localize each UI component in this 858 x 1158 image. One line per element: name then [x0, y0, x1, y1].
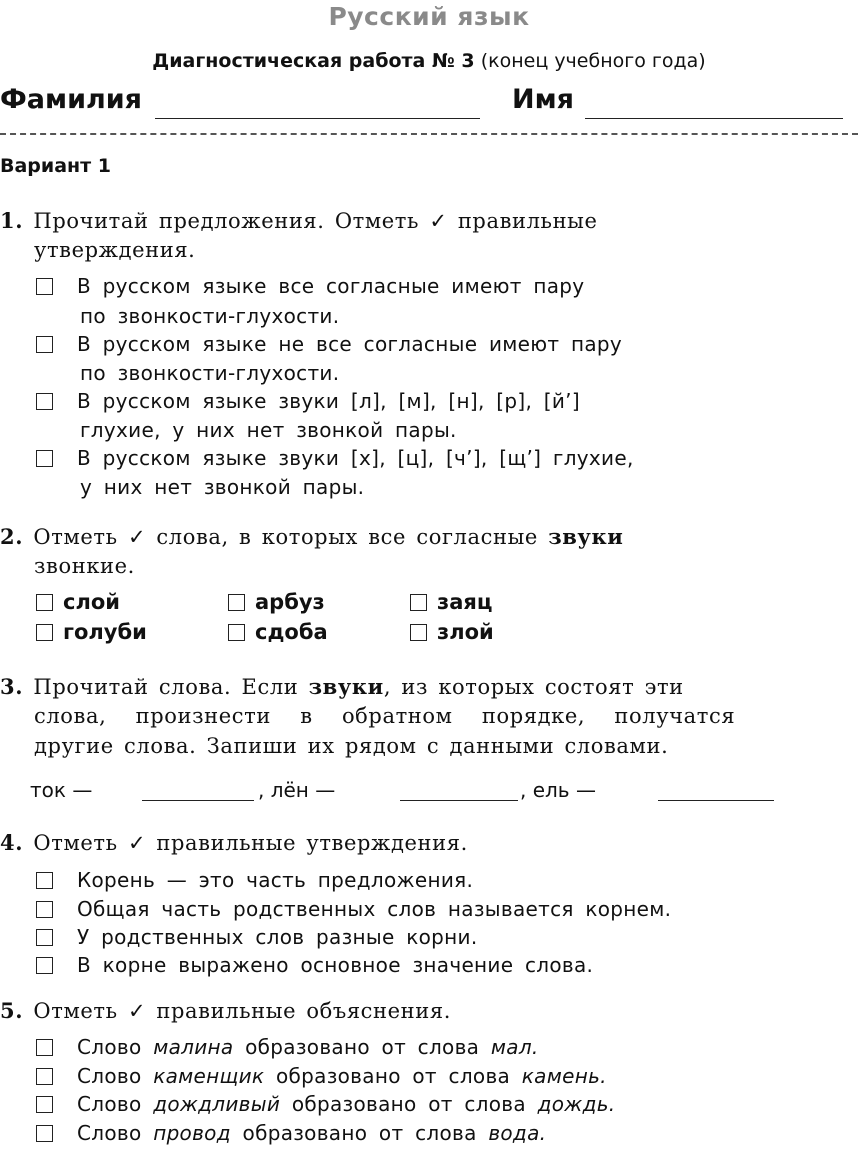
- task1-option-3-cont: глухие, у них нет звонкой пары.: [80, 418, 457, 442]
- task1-text: Прочитай предложения. Отметь: [33, 209, 420, 233]
- task5-number: 5.: [0, 998, 24, 1023]
- option-source-italic: дождь.: [537, 1092, 616, 1116]
- task5-option-1[interactable]: [36, 1035, 539, 1063]
- option-word: Слово: [77, 1092, 142, 1116]
- name-field[interactable]: [585, 118, 843, 119]
- checkbox[interactable]: [410, 624, 427, 641]
- task2-heading-line1: [0, 524, 623, 549]
- task4-number: 4.: [0, 830, 24, 855]
- checkbox[interactable]: [228, 624, 245, 641]
- option-word: Слово: [77, 1121, 142, 1145]
- word-text: сдоба: [255, 620, 328, 644]
- option-text: Корень — это часть предложения.: [77, 868, 474, 892]
- task2-number: 2.: [0, 524, 24, 549]
- subject-title: Русский язык: [328, 2, 530, 31]
- checkmark-icon: ✓: [127, 999, 147, 1023]
- task3-number: 3.: [0, 674, 24, 699]
- task1-heading-line1: [0, 208, 598, 233]
- checkbox[interactable]: [228, 594, 245, 611]
- work-title: [0, 50, 858, 72]
- checkbox[interactable]: [36, 1125, 53, 1142]
- task3-text-end: , из которых состоят эти: [383, 675, 684, 699]
- checkbox[interactable]: [36, 872, 53, 889]
- word-text: арбуз: [255, 590, 325, 614]
- task1-option-4[interactable]: [36, 446, 634, 474]
- work-title-note: (конец учебного года): [480, 50, 706, 72]
- option-text: Общая часть родственных слов называется корнем.: [77, 897, 672, 921]
- option-source-italic: вода.: [488, 1121, 547, 1145]
- checkbox[interactable]: [36, 1068, 53, 1085]
- task4-text-start: Отметь: [33, 831, 118, 855]
- option-word-italic: дождливый: [153, 1092, 281, 1116]
- task1-option-1[interactable]: [36, 274, 584, 302]
- task3-text-bold: звуки: [308, 674, 384, 699]
- task4-option-1[interactable]: [36, 868, 473, 896]
- option-word-italic: провод: [153, 1121, 231, 1145]
- task2-word-2[interactable]: [228, 590, 325, 614]
- checkbox[interactable]: [36, 957, 53, 974]
- option-text: В русском языке звуки [х], [ц], [ч’], [щ’] глухие,: [77, 446, 634, 470]
- option-word: Слово: [77, 1035, 142, 1059]
- task5-option-2[interactable]: [36, 1064, 607, 1092]
- name-row: [0, 84, 858, 124]
- task1-option-4-cont: у них нет звонкой пары.: [80, 475, 365, 499]
- task1-heading-line2: утверждения.: [34, 238, 196, 262]
- option-text: В русском языке не все согласные имеют пару: [77, 332, 623, 356]
- task1-text-end: правильные: [457, 209, 598, 233]
- answer-blank-3[interactable]: [658, 800, 774, 801]
- task2-word-3[interactable]: [410, 590, 492, 614]
- option-source-italic: мал.: [490, 1035, 539, 1059]
- option-text: В русском языке звуки [л], [м], [н], [р], [й’]: [77, 389, 580, 413]
- checkmark-icon: ✓: [127, 525, 147, 549]
- checkbox[interactable]: [36, 901, 53, 918]
- task2-word-4[interactable]: [36, 620, 147, 644]
- task2-word-5[interactable]: [228, 620, 328, 644]
- task3-heading-line1: [0, 674, 684, 699]
- task5-option-3[interactable]: [36, 1092, 615, 1120]
- checkbox[interactable]: [36, 393, 53, 410]
- work-title-main: Диагностическая работа № 3: [152, 50, 475, 72]
- task5-text-start: Отметь: [33, 999, 118, 1023]
- task2-heading-line2: звонкие.: [34, 554, 135, 578]
- option-text: образовано от слова: [291, 1092, 526, 1116]
- option-text: У родственных слов разные корни.: [77, 925, 478, 949]
- task4-text-end: правильные утверждения.: [156, 831, 468, 855]
- task5-option-4[interactable]: [36, 1121, 546, 1149]
- surname-field[interactable]: [155, 118, 480, 119]
- checkbox[interactable]: [36, 278, 53, 295]
- task3-text-start: Прочитай слова. Если: [33, 675, 299, 699]
- variant-label: Вариант 1: [0, 155, 112, 177]
- word-text: слой: [63, 590, 120, 614]
- cut-line-divider: [0, 133, 858, 135]
- option-text: образовано от слова: [275, 1064, 511, 1088]
- task4-option-3[interactable]: [36, 925, 478, 953]
- answer-blank-1[interactable]: [142, 800, 254, 801]
- checkbox[interactable]: [36, 1039, 53, 1056]
- checkbox[interactable]: [36, 594, 53, 611]
- option-word: Слово: [77, 1064, 142, 1088]
- checkbox[interactable]: [36, 624, 53, 641]
- task4-option-4[interactable]: [36, 953, 593, 981]
- task1-number: 1.: [0, 208, 24, 233]
- task4-heading: [0, 830, 468, 855]
- checkbox[interactable]: [36, 1096, 53, 1113]
- task5-heading: [0, 998, 451, 1023]
- task2-text-mid: слова, в которых все согласные: [156, 525, 538, 549]
- option-text: В корне выражено основное значение слова.: [77, 953, 594, 977]
- checkbox[interactable]: [36, 450, 53, 467]
- word-text: злой: [437, 620, 494, 644]
- task2-word-1[interactable]: [36, 590, 120, 614]
- task1-option-3[interactable]: [36, 389, 580, 417]
- option-source-italic: камень.: [521, 1064, 607, 1088]
- option-text: В русском языке все согласные имеют пару: [77, 274, 585, 298]
- checkmark-icon: ✓: [127, 831, 147, 855]
- task3-heading-line3: другие слова. Запиши их рядом с данными словами.: [34, 734, 669, 758]
- option-text: образовано от слова: [245, 1035, 480, 1059]
- task2-text-start: Отметь: [33, 525, 118, 549]
- task3-word-3: , ель —: [520, 778, 596, 802]
- task3-heading-line2: слова, произнести в обратном порядке, получатся: [34, 704, 736, 728]
- task1-option-1-cont: по звонкости-глухости.: [80, 304, 340, 328]
- checkbox[interactable]: [36, 929, 53, 946]
- checkmark-icon: ✓: [429, 209, 448, 233]
- name-label: Имя: [512, 84, 575, 115]
- surname-label: Фамилия: [0, 84, 143, 115]
- checkbox[interactable]: [36, 336, 53, 353]
- option-word-italic: малина: [153, 1035, 234, 1059]
- word-text: заяц: [437, 590, 493, 614]
- word-text: голуби: [63, 620, 147, 644]
- answer-blank-2[interactable]: [400, 800, 518, 801]
- task3-word-1: ток —: [30, 778, 93, 802]
- task5-text-end: правильные объяснения.: [156, 999, 451, 1023]
- task2-text-bold: звуки: [548, 524, 624, 549]
- task1-option-2[interactable]: [36, 332, 622, 360]
- option-word-italic: каменщик: [153, 1064, 265, 1088]
- task3-word-2: , лён —: [258, 778, 336, 802]
- checkbox[interactable]: [410, 594, 427, 611]
- task2-word-6[interactable]: [410, 620, 494, 644]
- option-text: образовано от слова: [242, 1121, 477, 1145]
- task4-option-2[interactable]: [36, 897, 671, 925]
- task1-option-2-cont: по звонкости-глухости.: [80, 361, 340, 385]
